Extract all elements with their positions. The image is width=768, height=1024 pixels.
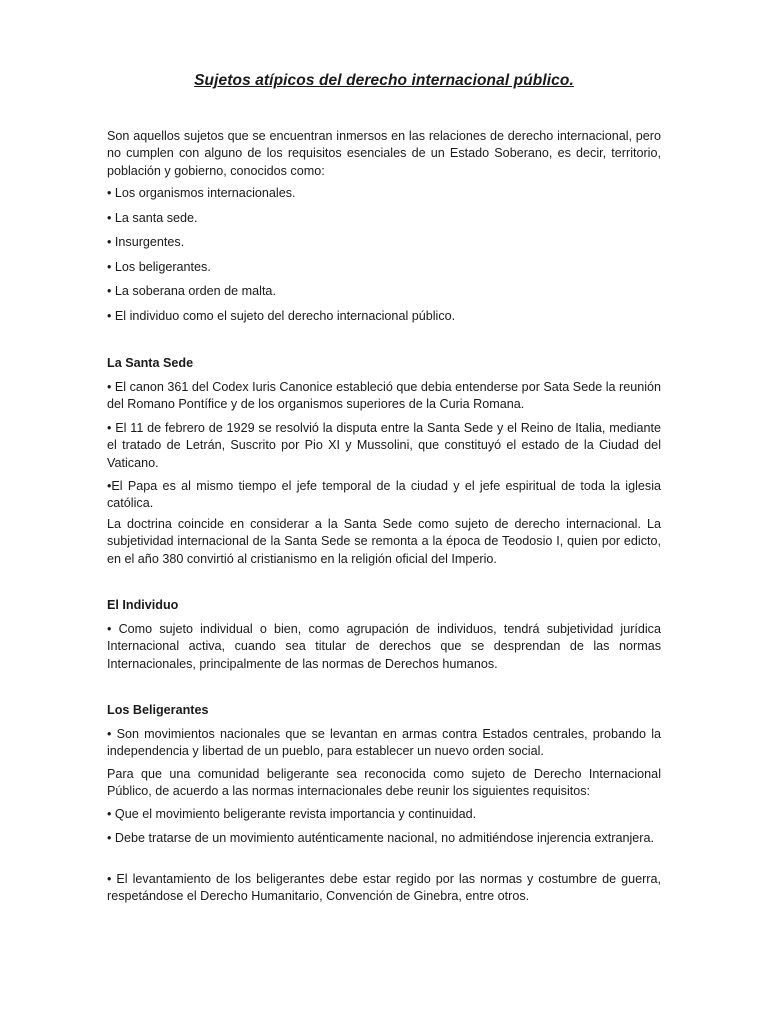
section-heading-individuo: El Individuo: [107, 598, 179, 612]
individuo-paragraph-1: • Como sujeto individual o bien, como agrupación de individuos, tendrá subjetividad jurídica Internacional activa, cuando sea titular de derechos que se desprendan de las normas Internacionales, principalmente de las normas de Derechos humanos.: [107, 622, 661, 671]
beligerantes-paragraph-4: • Debe tratarse de un movimiento auténticamente nacional, no admitiéndose injerencia extranjera.: [107, 831, 654, 845]
list-item: • Insurgentes.: [107, 235, 185, 249]
intro-paragraph: Son aquellos sujetos que se encuentran inmersos en las relaciones de derecho internacional, pero no cumplen con alguno de los requisitos esenciales de un Estado Soberano, es decir, territorio, población y gobierno, conocidos como:: [107, 129, 661, 178]
document-title: Sujetos atípicos del derecho internacional público.: [194, 72, 574, 89]
list-item: • La soberana orden de malta.: [107, 284, 276, 298]
beligerantes-paragraph-5: • El levantamiento de los beligerantes debe estar regido por las normas y costumbre de guerra, respetándose el Derecho Humanitario, Convención de Ginebra, entre otros.: [107, 872, 661, 904]
list-item: • La santa sede.: [107, 210, 198, 225]
section-heading-santa-sede: La Santa Sede: [107, 356, 194, 370]
intro-list: [107, 185, 661, 335]
santa-sede-paragraph-2: • El 11 de febrero de 1929 se resolvió la disputa entre la Santa Sede y el Reino de Italia, mediante el tratado de Letrán, Suscrito por Pio XI y Mussolini, que constituyó el estado de la Ciudad del Vaticano.: [107, 421, 661, 470]
santa-sede-paragraph-4: La doctrina coincide en considerar a la Santa Sede como sujeto de derecho internacional. La subjetividad internacional de la Santa Sede se remonta a la época de Teodosio I, quien por edicto, en el año 380 convirtió al cristianismo en la religión oficial del Imperio.: [107, 517, 661, 566]
santa-sede-paragraph-3: •El Papa es al mismo tiempo el jefe temporal de la ciudad y el jefe espiritual de toda la iglesia católica.: [107, 479, 661, 511]
beligerantes-paragraph-2: Para que una comunidad beligerante sea reconocida como sujeto de Derecho Internacional Público, de acuerdo a las normas internacionales debe reunir los siguientes requisitos:: [107, 767, 661, 799]
section-heading-beligerantes: Los Beligerantes: [107, 703, 209, 717]
beligerantes-paragraph-1: • Son movimientos nacionales que se levantan en armas contra Estados centrales, probando la independencia y libertad de un pueblo, para establecer un nuevo orden social.: [107, 727, 661, 759]
list-item: • El individuo como el sujeto del derecho internacional público.: [107, 308, 456, 323]
list-item: • Los organismos internacionales.: [107, 186, 296, 200]
list-item: • Los beligerantes.: [107, 259, 211, 274]
beligerantes-paragraph-3: • Que el movimiento beligerante revista importancia y continuidad.: [107, 807, 477, 821]
santa-sede-paragraph-1: • El canon 361 del Codex Iuris Canonice estableció que debia entenderse por Sata Sede la reunión del Romano Pontífice y de los organismos superiores de la Curia Romana.: [107, 380, 662, 412]
